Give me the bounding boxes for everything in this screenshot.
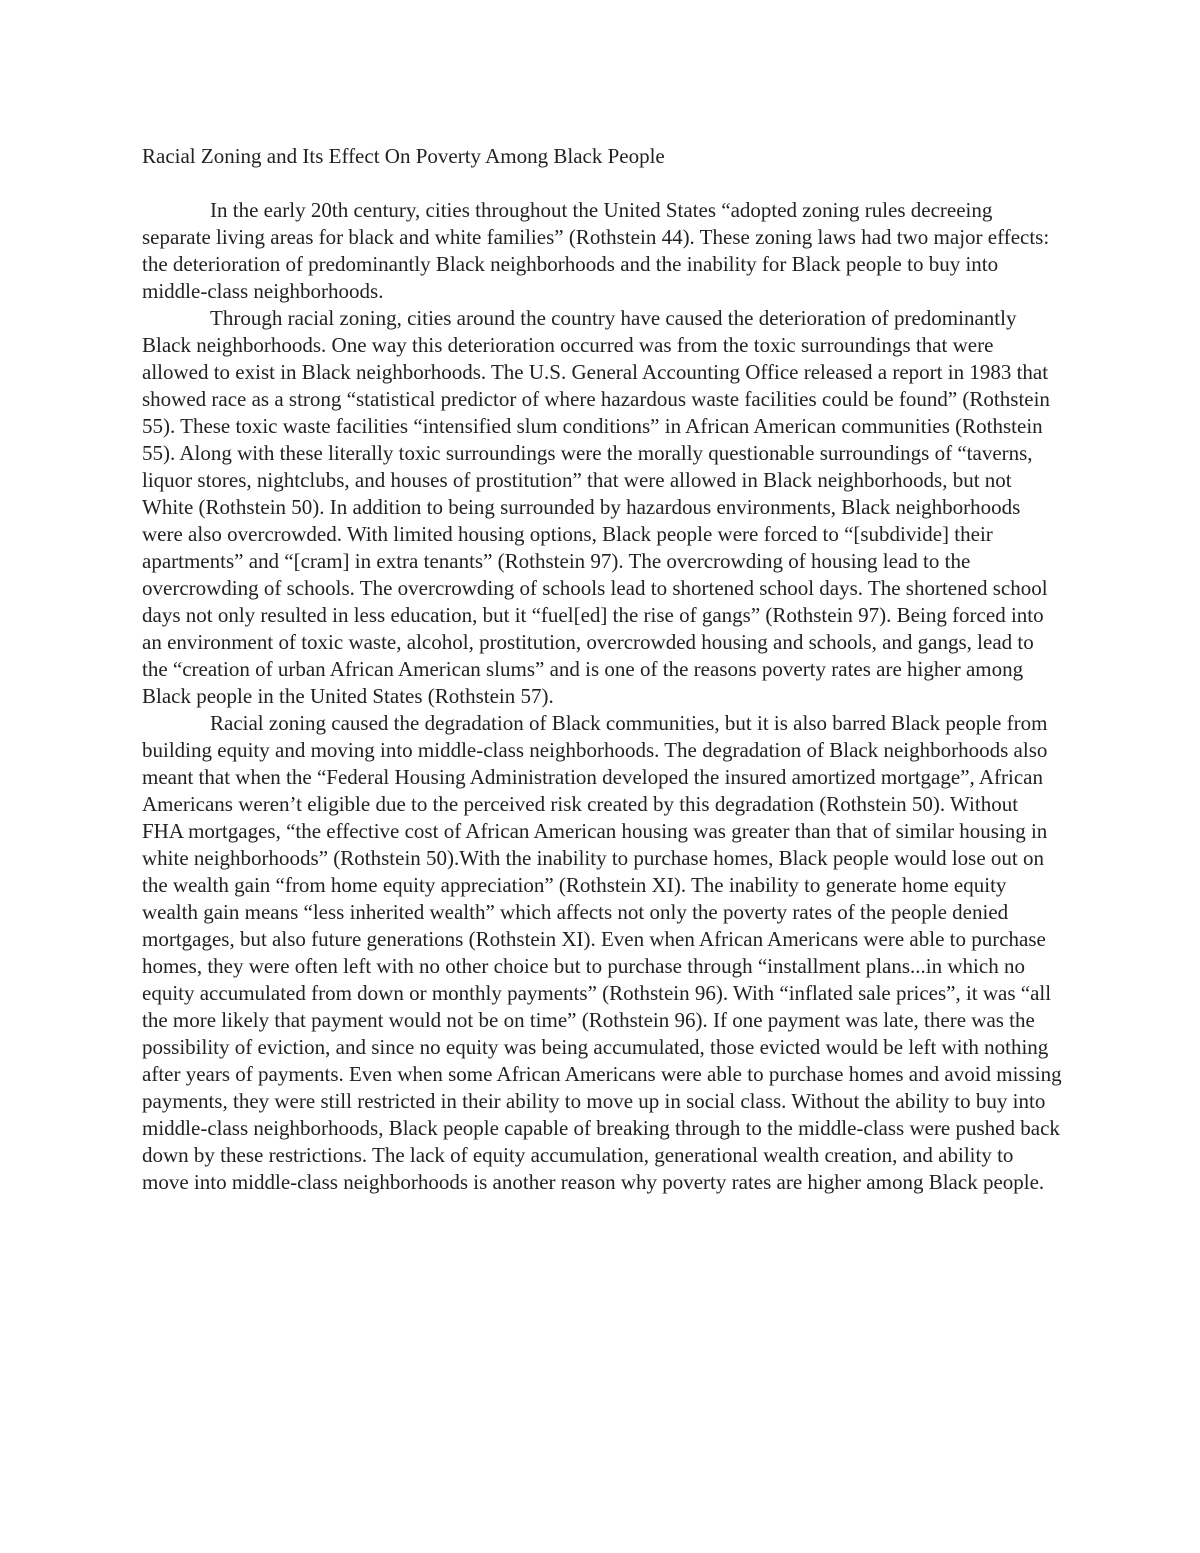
document-title: Racial Zoning and Its Effect On Poverty Among Black People bbox=[142, 144, 665, 168]
paragraph-deterioration: Through racial zoning, cities around the country have caused the deterioration of predominantly Black neighborhoods. One way this deterioration occurred was from the toxic surroundings that were allowed to exist in Black neighborhoods. The U.S. General Accounting Office released a report in 1983 that showed race as a strong “statistical predictor of where hazardous waste facilities could be found” (Rothstein 55). These toxic waste facilities “intensified slum conditions” in African American communities (Rothstein 55). Along with these literally toxic surroundings were the morally questionable surroundings of “taverns, liquor stores, nightclubs, and houses of prostitution” that were allowed in Black neighborhoods, but not White (Rothstein 50). In addition to being surrounded by hazardous environments, Black neighborhoods were also overcrowded. With limited housing options, Black people were forced to “[subdivide] their apartments” and “[cram] in extra tenants” (Rothstein 97). The overcrowding of housing lead to the overcrowding of schools. The overcrowding of schools lead to shortened school days. The shortened school days not only resulted in less education, but it “fuel[ed] the rise of gangs” (Rothstein 97). Being forced into an environment of toxic waste, alcohol, prostitution, overcrowded housing and schools, and gangs, lead to the “creation of urban African American slums” and is one of the reasons poverty rates are higher among Black people in the United States (Rothstein 57). bbox=[142, 306, 1050, 708]
paragraph-intro: In the early 20th century, cities throughout the United States “adopted zoning rules decreeing separate living areas for black and white families” (Rothstein 44). These zoning laws had two major effects: the deterioration of predominantly Black neighborhoods and the inability for Black people to buy into middle-class neighborhoods. bbox=[142, 198, 1050, 303]
document-body bbox=[142, 143, 1062, 1196]
paragraph-equity: Racial zoning caused the degradation of Black communities, but it is also barred Black people from building equity and moving into middle-class neighborhoods. The degradation of Black neighborhoods also meant that when the “Federal Housing Administration developed the insured amortized mortgage”, African Americans weren’t eligible due to the perceived risk created by this degradation (Rothstein 50). Without FHA mortgages, “the effective cost of African American housing was greater than that of similar housing in white neighborhoods” (Rothstein 50).With the inability to purchase homes, Black people would lose out on the wealth gain “from home equity appreciation” (Rothstein XI). The inability to generate home equity wealth gain means “less inherited wealth” which affects not only the poverty rates of the people denied mortgages, but also future generations (Rothstein XI). Even when African Americans were able to purchase homes, they were often left with no other choice but to purchase through “installment plans...in which no equity accumulated from down or monthly payments” (Rothstein 96). With “inflated sale prices”, it was “all the more likely that payment would not be on time” (Rothstein 96). If one payment was late, there was the possibility of eviction, and since no equity was being accumulated, those evicted would be left with nothing after years of payments. Even when some African Americans were able to purchase homes and avoid missing payments, they were still restricted in their ability to move up in social class. Without the ability to buy into middle-class neighborhoods, Black people capable of breaking through to the middle-class were pushed back down by these restrictions. The lack of equity accumulation, generational wealth creation, and ability to move into middle-class neighborhoods is another reason why poverty rates are higher among Black people. bbox=[142, 711, 1062, 1194]
